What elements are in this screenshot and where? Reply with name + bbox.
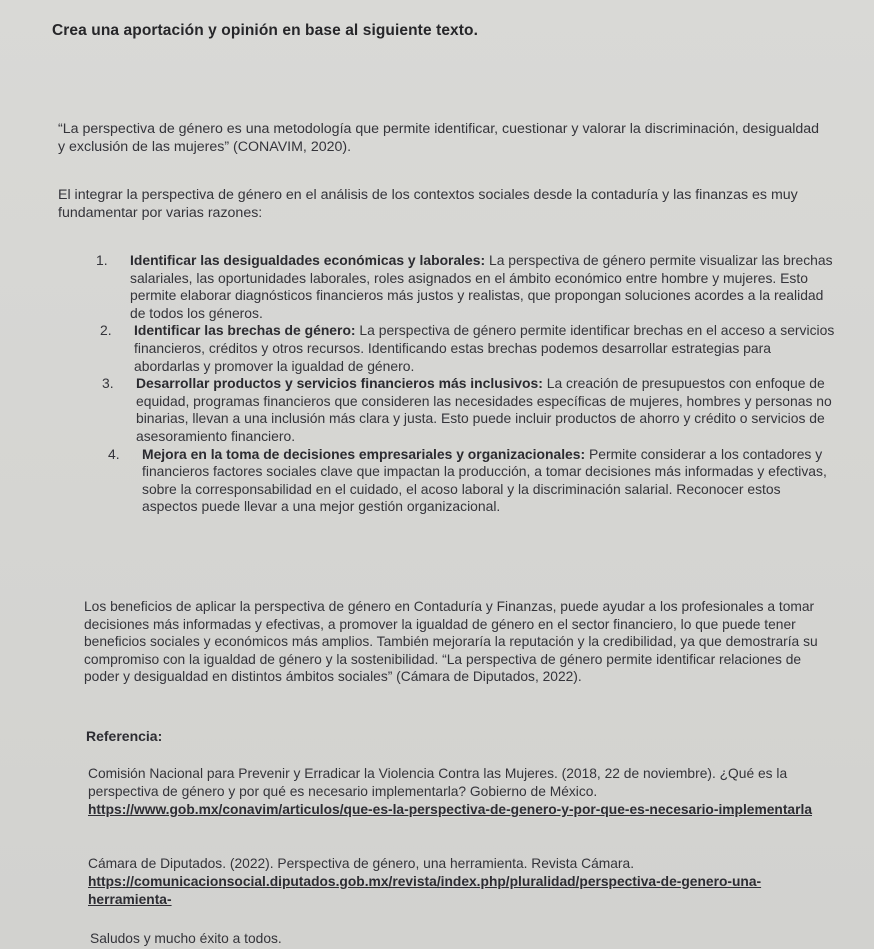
list-heading: Mejora en la toma de decisiones empresariales y organizacionales: — [142, 445, 586, 462]
list-item — [100, 322, 836, 375]
reference-item — [88, 765, 818, 819]
reference-link[interactable]: https://comunicacionsocial.diputados.gob.mx/revista/index.php/pluralidad/perspectiva-de-genero-una-herramienta- — [88, 874, 762, 907]
list-number: 3. — [102, 375, 114, 392]
reference-text: Cámara de Diputados. (2022). Perspectiva de género, una herramienta. Revista Cámara. — [88, 856, 635, 871]
list-text: Permite considerar a los contadores y financieros factores sociales clave que impactan la producción, a tomar decisiones más informadas y efectivas, sobre la corresponsabilidad en el cuidado, el acoso laboral y la discriminación salarial. Reconocer estos aspectos puede llevar a una mejor gestión organizacional. — [142, 445, 827, 515]
reference-text: Comisión Nacional para Prevenir y Erradicar la Violencia Contra las Mujeres. (2018, 22 de noviembre). ¿Qué es la perspectiva de género y por qué es necesario implementarla? Gobierno de México. — [88, 766, 788, 799]
list-number: 4. — [108, 445, 120, 462]
list-item — [102, 375, 836, 445]
list-text: La perspectiva de género permite identificar brechas en el acceso a servicios financieros, créditos y otros recursos. Identificando estas brechas podemos desarrollar estrategias para abordarlas y promover la igualdad de género. — [134, 322, 835, 374]
benefits-paragraph: Los beneficios de aplicar la perspectiva de género en Contaduría y Finanzas, puede ayudar a los profesionales a tomar decisiones más informadas y efectivas, a promover la igualdad de género en el sector financiero, lo que puede tener beneficios sociales y económicos más amplios. También mejoraría la reputación y la credibilidad, ya que demostraría su compromiso con la igualdad de género y la sostenibilidad. “La perspectiva de género permite identificar relaciones de poder y desigualdad en distintos ámbitos sociales” (Cámara de Diputados, 2022). — [84, 599, 818, 685]
list-text: La creación de presupuestos con enfoque de equidad, programas financieros que consideren las necesidades específicas de mujeres, hombres y personas no binarias, llevan a una inclusión más clara y justa. Esto puede incluir productos de ahorro y crédito o servicios de asesoramiento financiero. — [136, 375, 832, 444]
instruction-title: Crea una aportación y opinión en base al siguiente texto. — [52, 22, 479, 39]
list-heading: Desarrollar productos y servicios financieros más inclusivos: — [136, 375, 543, 392]
list-number: 1. — [96, 252, 108, 268]
list-item — [96, 252, 836, 322]
closing-text: Saludos y mucho éxito a todos. — [90, 931, 282, 946]
list-item — [108, 446, 836, 516]
list-heading: Identificar las desigualdades económicas y laborales: — [130, 252, 486, 268]
reasons-list — [96, 252, 836, 516]
reference-link[interactable]: https://www.gob.mx/conavim/articulos/que-es-la-perspectiva-de-genero-y-por-que-es-necesario-implementarla — [88, 802, 812, 817]
list-number: 2. — [100, 322, 112, 339]
references-title: Referencia: — [86, 728, 163, 744]
list-heading: Identificar las brechas de género: — [134, 322, 356, 339]
reference-item — [88, 855, 818, 909]
quote-paragraph: “La perspectiva de género es una metodología que permite identificar, cuestionar y valorar la discriminación, desigualdad y exclusión de las mujeres” (CONAVIM, 2020). — [58, 121, 820, 155]
intro-paragraph: El integrar la perspectiva de género en el análisis de los contextos sociales desde la contaduría y las finanzas es muy fundamentar por varias razones: — [58, 187, 798, 221]
list-text: La perspectiva de género permite visualizar las brechas salariales, las oportunidades laborales, roles asignados en el ámbito económico entre hombre y mujeres. Esto permite elaborar diagnósticos financieros más justos y realistas, que propongan soluciones acordes a la realidad de todos los géneros. — [130, 252, 833, 321]
